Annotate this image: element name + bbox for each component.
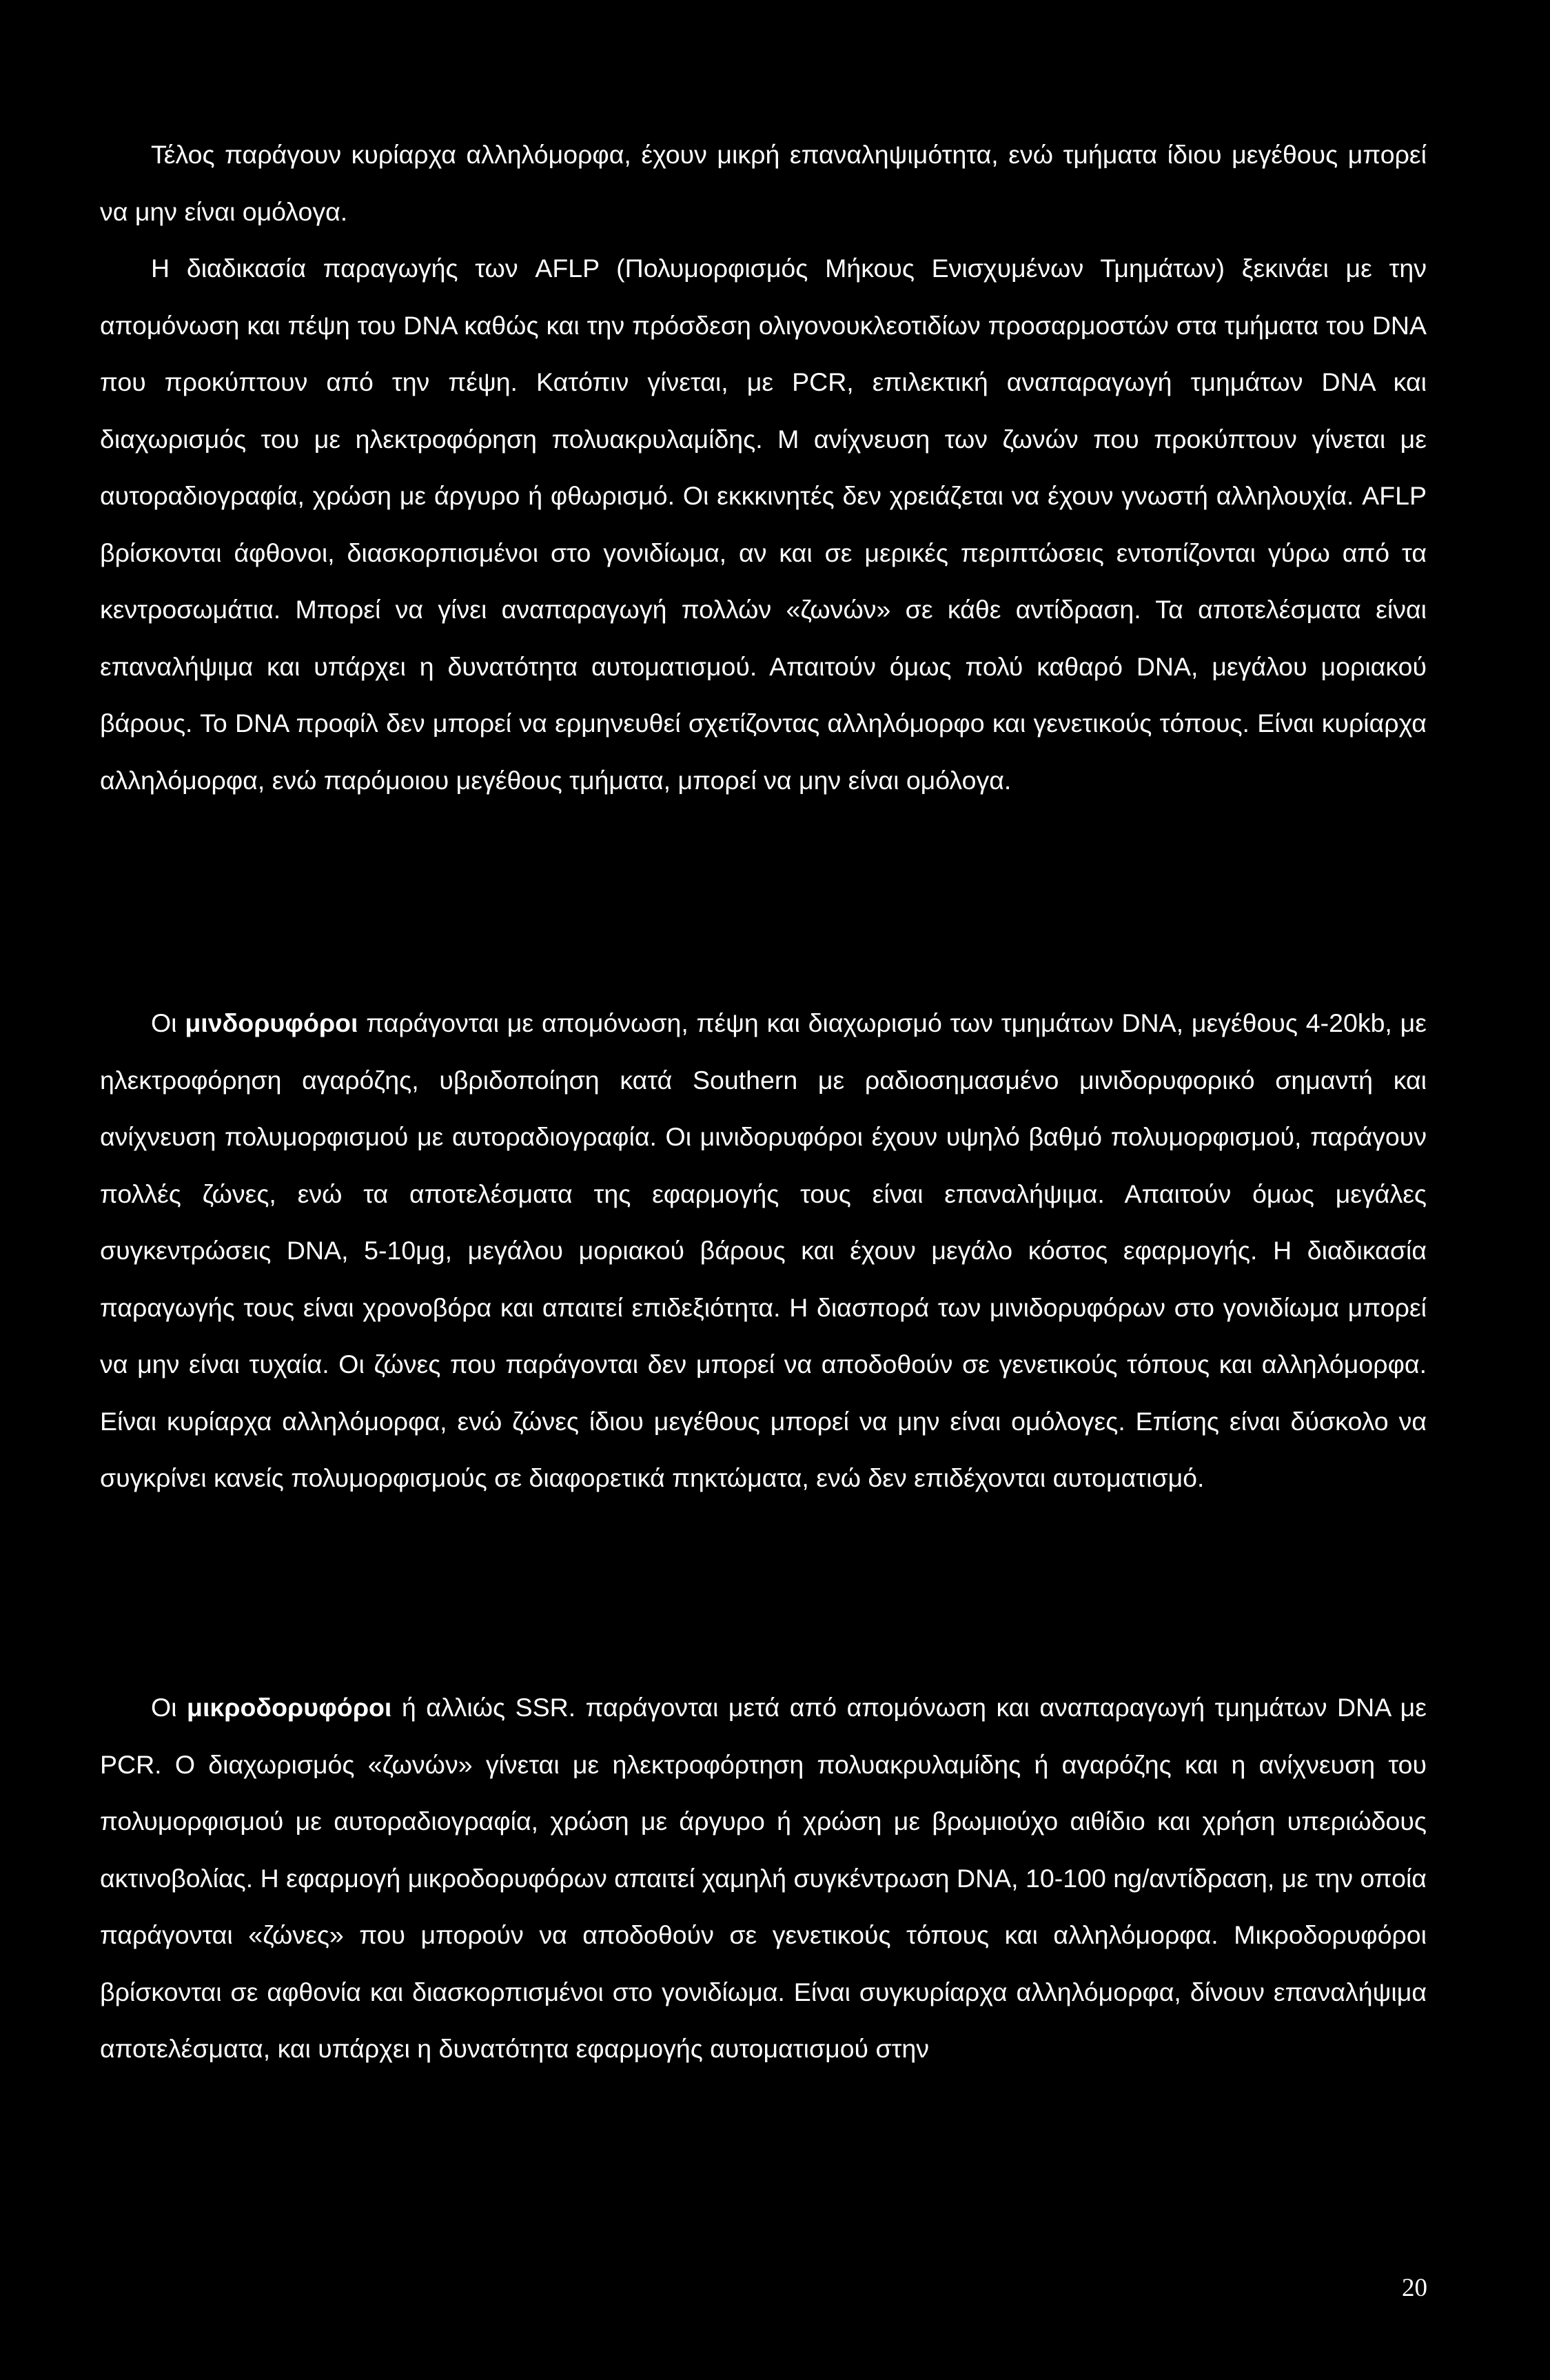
paragraph-text: παράγονται με απομόνωση, πέψη και διαχωρισμό των τμημάτων DNA, μεγέθους 4-20kb, με ηλεκτροφόρηση αγαρόζης, υβριδοποίηση κατά Southern με ραδιοσημασμένο μινιδορυφορικό σημαντή και ανίχνευση πολυμορφισμού με αυτοραδιογραφία. Οι μινιδορυφόροι έχουν υψηλό βαθμό πολυμορφισμού, παράγουν πολλές ζώνες, ενώ τα αποτελέσματα της εφαρμογής τους είναι επαναλήψιμα. Απαιτούν όμως μεγάλες συγκεντρώσεις DNA, 5-10μg, μεγάλου μοριακού βάρους και έχουν μεγάλο κόστος εφαρμογής. Η διαδικασία παραγωγής τους είναι χρονοβόρα και απαιτεί επιδεξιότητα. Η διασπορά των μινιδορυφόρων στο γονιδίωμα μπορεί να μην είναι τυχαία. Οι ζώνες που παράγονται δεν μπορεί να αποδοθούν σε γενετικούς τόπους και αλληλόμορφα. Είναι κυρίαρχα αλληλόμορφα, ενώ ζώνες ίδιου μεγέθους μπορεί να μην είναι ομόλογες. Επίσης είναι δύσκολο να συγκρίνει κανείς πολυμορφισμούς σε διαφορετικά πηκτώματα, ενώ δεν επιδέχονται αυτοματισμό.: [100, 1008, 1427, 1492]
paragraph-minisatellites: [100, 995, 1427, 1507]
paragraph-text: Οι: [151, 1008, 185, 1037]
bold-term-minisatellites: μινδορυφόροι: [185, 1008, 358, 1037]
paragraph-text: ή αλλιώς SSR. παράγονται μετά από απομόνωση και αναπαραγωγή τμημάτων DNA με PCR. Ο διαχωρισμός «ζωνών» γίνεται με ηλεκτροφόρτηση πολυακρυλαμίδης ή αγαρόζης και η ανίχνευση του πολυμορφισμού με αυτοραδιογραφία, χρώση με άργυρο ή χρώση με βρωμιούχο αιθίδιο και χρήση υπεριώδους ακτινοβολίας. Η εφαρμογή μικροδορυφόρων απαιτεί χαμηλή συγκέντρωση DNA, 10-100 ng/αντίδραση, με την οποία παράγονται «ζώνες» που μπορούν να αποδοθούν σε γενετικούς τόπους και αλληλόμορφα. Μικροδορυφόροι βρίσκονται σε αφθονία και διασκορπισμένοι στο γονιδίωμα. Είναι συγκυρίαρχα αλληλόμορφα, δίνουν επαναλήψιμα αποτελέσματα, και υπάρχει η δυνατότητα εφαρμογής αυτοματισμού στην: [100, 1693, 1427, 2063]
paragraph-microsatellites: [100, 1679, 1427, 2077]
paragraph-text: Τέλος παράγουν κυρίαρχα αλληλόμορφα, έχουν μικρή επαναληψιμότητα, ενώ τμήματα ίδιου μεγέθους μπορεί να μην είναι ομόλογα.: [100, 140, 1427, 226]
paragraph-text: Η διαδικασία παραγωγής των AFLP (Πολυμορφισμός Μήκους Ενισχυμένων Τμημάτων) ξεκινάει με την απομόνωση και πέψη του DNA καθώς και την πρόσδεση ολιγονουκλεοτιδίων προσαρμοστών στα τμήματα του DNA που προκύπτουν από την πέψη. Κατόπιν γίνεται, με PCR, επιλεκτική αναπαραγωγή τμημάτων DNA και διαχωρισμός του με ηλεκτροφόρηση πολυακρυλαμίδης. Μ ανίχνευση των ζωνών που προκύπτουν γίνεται με αυτοραδιογραφία, χρώση με άργυρο ή φθωρισμό. Οι εκκκινητές δεν χρειάζεται να έχουν γνωστή αλληλουχία. AFLP βρίσκονται άφθονοι, διασκορπισμένοι στο γονιδίωμα, αν και σε μερικές περιπτώσεις εντοπίζονται γύρω από τα κεντροσωμάτια. Μπορεί να γίνει αναπαραγωγή πολλών «ζωνών» σε κάθε αντίδραση. Τα αποτελέσματα είναι επαναλήψιμα και υπάρχει η δυνατότητα αυτοματισμού. Απαιτούν όμως πολύ καθαρό DNA, μεγάλου μοριακού βάρους. Το DNA προφίλ δεν μπορεί να ερμηνευθεί σχετίζοντας αλληλόμορφο και γενετικούς τόπους. Είναι κυρίαρχα αλληλόμορφα, ενώ παρόμοιου μεγέθους τμήματα, μπορεί να μην είναι ομόλογα.: [100, 254, 1427, 795]
paragraph-aflp-procedure: [100, 240, 1427, 808]
paragraph-text: Οι: [151, 1693, 187, 1722]
bold-term-microsatellites: μικροδορυφόροι: [187, 1693, 392, 1722]
paragraph-aflp-summary: [100, 126, 1427, 240]
page-number: 20: [1402, 2274, 1427, 2302]
